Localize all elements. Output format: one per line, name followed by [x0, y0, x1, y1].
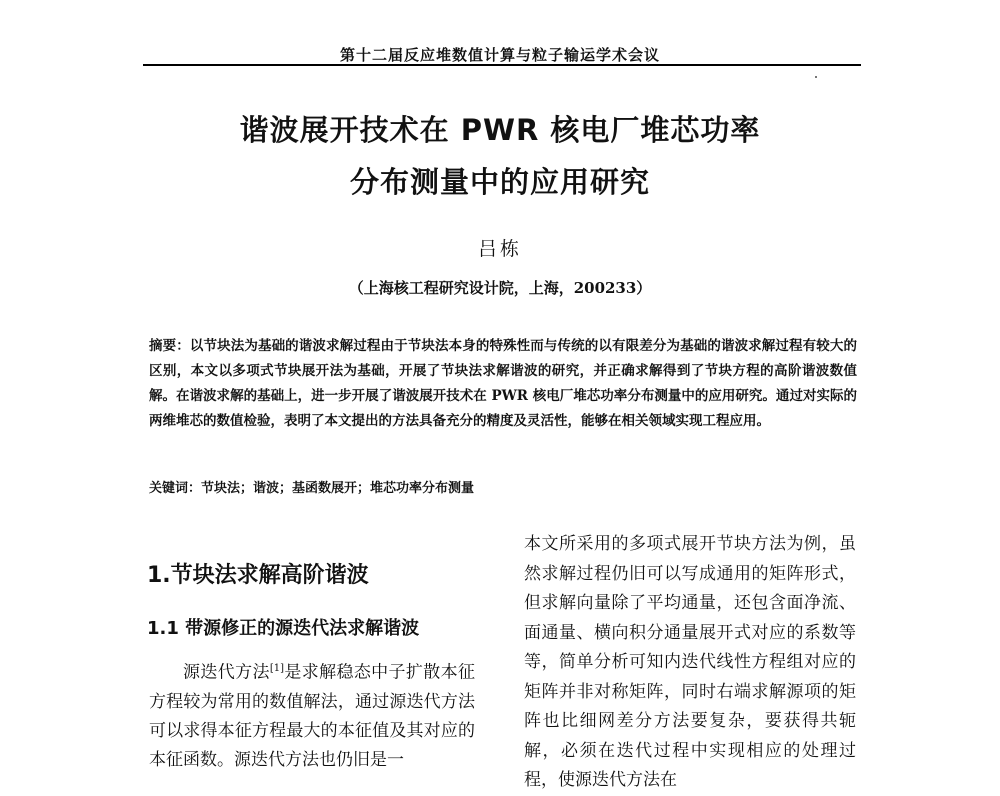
abstract [149, 334, 857, 434]
author: 吕栋 [477, 238, 522, 260]
paper-title-line-1: 谐波展开技术在 PWR 核电厂堆芯功率 [239, 113, 761, 147]
abstract-text: 以节块法为基础的谐波求解过程由于节块法本身的特殊性而与传统的以有限差分为基础的谐波求解过程有较大的区别，本文以多项式节块展开法为基础，开展了节块法求解谐波的研究，并正确求解得到了节块方程的高阶谐波数值解。在谐波求解的基础上，进一步开展了谐波展开技术在 PWR 核电厂堆芯功率分布测量中的应用研究。通过对实际的两维堆芯的数值检验，表明了本文提出的方法具备充分的精度及灵活性，能够在相关领域实现工程应用。 [149, 338, 858, 429]
keywords-label: 关键词： [149, 481, 202, 496]
keywords-text: 节块法；谐波；基函数展开；堆芯功率分布测量 [201, 481, 475, 496]
conference-header: 第十二届反应堆数值计算与粒子输运学术会议 [339, 46, 660, 64]
citation-ref: [1] [269, 663, 284, 674]
abstract-label: 摘要： [149, 338, 190, 354]
left-para-pre: 源迭代方法 [183, 662, 270, 683]
affiliation: （上海核工程研究设计院，上海，200233） [348, 279, 652, 297]
keywords [149, 477, 474, 496]
header-rule [143, 64, 861, 66]
subsection-heading: 1.1 带源修正的源迭代法求解谐波 [147, 618, 420, 639]
body-paragraph-right: 本文所采用的多项式展开节块方法为例，虽然求解过程仍旧可以写成通用的矩阵形式，但求解向量除了平均通量，还包含面净流、面通量、横向积分通量展开式对应的系数等等，简单分析可知内迭代线性方程组对应的矩阵并非对称矩阵，同时右端求解源项的矩阵也比细网差分方法要复杂，要获得共轭解，必须在迭代过程中实现相应的处理过程，使源迭代方法在 [524, 534, 856, 790]
paper-title-line-2: 分布测量中的应用研究 [349, 165, 650, 199]
body-paragraph-left [149, 654, 475, 775]
left-para-post: 是求解稳态中子扩散本征方程较为常用的数值解法，通过源迭代方法可以求得本征方程最大的本征值及其对应的本征函数。源迭代方法也仍旧是一 [149, 662, 476, 770]
scan-speck [815, 76, 817, 78]
section-heading: 1.节块法求解高阶谐波 [147, 563, 369, 588]
